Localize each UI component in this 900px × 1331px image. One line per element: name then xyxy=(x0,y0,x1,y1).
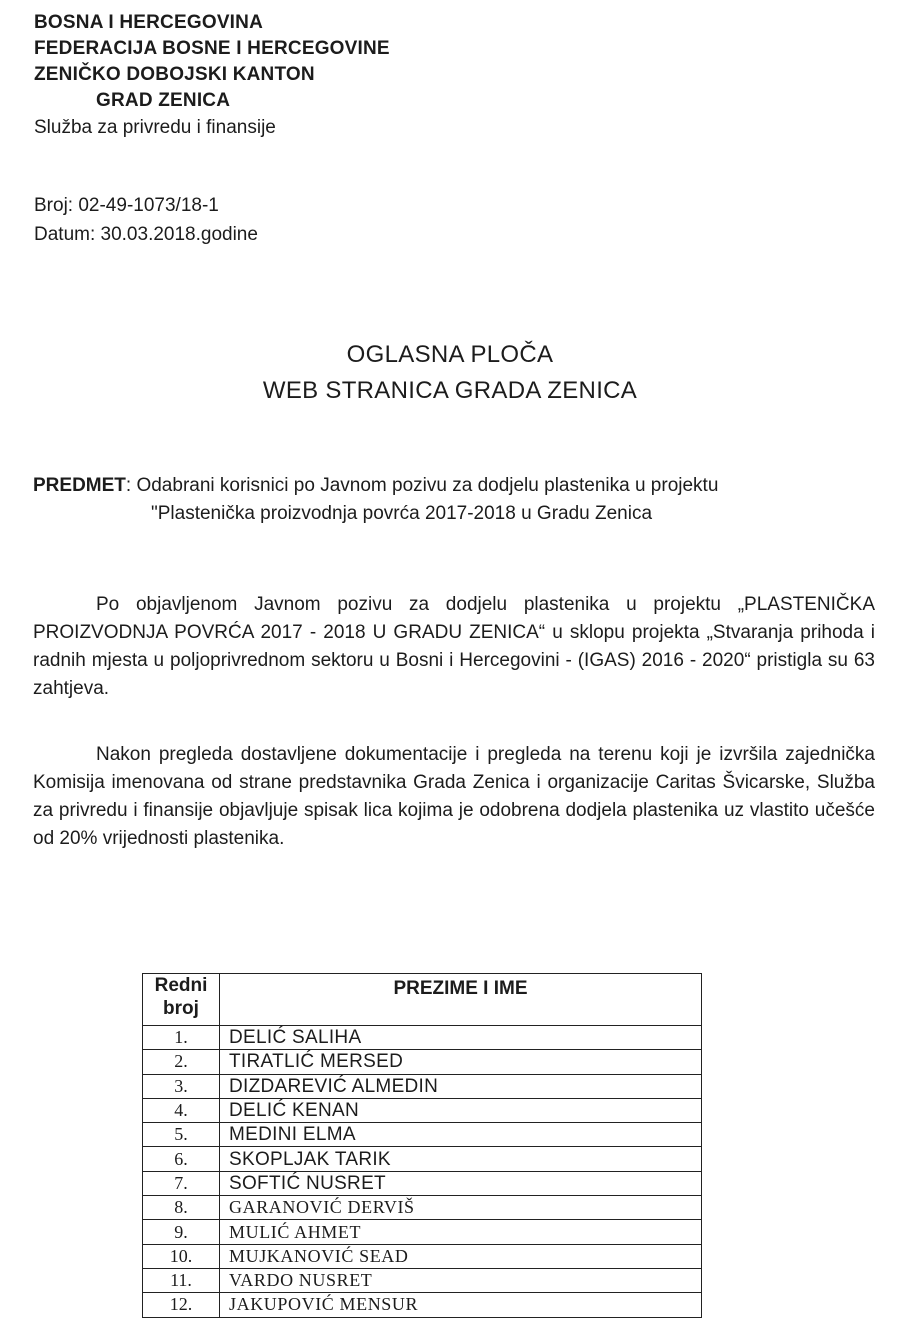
row-number: 7. xyxy=(143,1171,220,1195)
table-header-row xyxy=(143,974,702,1026)
table-row xyxy=(143,1074,702,1098)
table-row xyxy=(143,1244,702,1268)
row-name: DELIĆ SALIHA xyxy=(220,1026,702,1050)
table-row xyxy=(143,1026,702,1050)
letterhead-country: BOSNA I HERCEGOVINA xyxy=(34,12,264,33)
row-name: DELIĆ KENAN xyxy=(220,1098,702,1122)
row-name: GARANOVIĆ DERVIŠ xyxy=(220,1196,702,1220)
row-name: DIZDAREVIĆ ALMEDIN xyxy=(220,1074,702,1098)
document-date: Datum: 30.03.2018.godine xyxy=(34,224,258,245)
subject-label: PREDMET xyxy=(33,475,126,496)
subject-line2: "Plastenička proizvodnja povrća 2017-2018 u Gradu Zenica xyxy=(151,503,653,524)
row-name: SKOPLJAK TARIK xyxy=(220,1147,702,1171)
table-row xyxy=(143,1171,702,1195)
table-row xyxy=(143,1147,702,1171)
letterhead-service: Služba za privredu i finansije xyxy=(34,117,276,138)
column-header-name: PREZIME I IME xyxy=(220,974,702,1026)
row-number: 2. xyxy=(143,1050,220,1074)
row-number: 6. xyxy=(143,1147,220,1171)
table-row xyxy=(143,1293,702,1317)
row-number: 9. xyxy=(143,1220,220,1244)
body-paragraph-2: Nakon pregleda dostavljene dokumentacije i pregleda na terenu koji je izvršila zajednička Komisija imenovana od strane predstavnika Grada Zenica i organizacije Caritas Švicarske, Služba za privredu i finansije objavljuje spisak lica kojima je odobrena dodjela plastenika uz vlastito učešće od 20% vrijednosti plastenika. xyxy=(33,744,875,849)
table-row xyxy=(143,1220,702,1244)
row-number: 1. xyxy=(143,1026,220,1050)
row-number: 12. xyxy=(143,1293,220,1317)
row-number: 10. xyxy=(143,1244,220,1268)
row-name: SOFTIĆ NUSRET xyxy=(220,1171,702,1195)
body-paragraph-1: Po objavljenom Javnom pozivu za dodjelu plastenika u projektu „PLASTENIČKA PROIZVODNJA POVRĆA 2017 - 2018 U GRADU ZENICA“ u sklopu projekta „Stvaranja prihoda i radnih mjesta u poljoprivrednom sektoru u Bosni i Hercegovini - (IGAS) 2016 - 2020“ pristigla su 63 zahtjeva. xyxy=(33,594,875,699)
notice-title-line2: WEB STRANICA GRADA ZENICA xyxy=(262,377,638,404)
row-number: 8. xyxy=(143,1196,220,1220)
row-number: 3. xyxy=(143,1074,220,1098)
beneficiaries-table xyxy=(142,973,702,1318)
row-number: 11. xyxy=(143,1268,220,1292)
table-row xyxy=(143,1196,702,1220)
row-name: TIRATLIĆ MERSED xyxy=(220,1050,702,1074)
row-number: 4. xyxy=(143,1098,220,1122)
table-row xyxy=(143,1123,702,1147)
table-row xyxy=(143,1098,702,1122)
column-header-number-line1: Redni xyxy=(154,975,208,996)
subject-line1: : Odabrani korisnici po Javnom pozivu za dodjelu plastenika u projektu xyxy=(125,475,719,496)
row-name: JAKUPOVIĆ MENSUR xyxy=(220,1293,702,1317)
document-number: Broj: 02-49-1073/18-1 xyxy=(34,195,219,216)
letterhead-canton: ZENIČKO DOBOJSKI KANTON xyxy=(34,64,315,85)
letterhead-city: GRAD ZENICA xyxy=(96,90,231,111)
column-header-number-line2: broj xyxy=(163,998,199,1019)
row-number: 5. xyxy=(143,1123,220,1147)
subject-block xyxy=(33,472,893,528)
table-row xyxy=(143,1268,702,1292)
table-row xyxy=(143,1050,702,1074)
row-name: MEDINI ELMA xyxy=(220,1123,702,1147)
letterhead-federation: FEDERACIJA BOSNE I HERCEGOVINE xyxy=(34,38,390,59)
row-name: VARDO NUSRET xyxy=(220,1268,702,1292)
row-name: MULIĆ AHMET xyxy=(220,1220,702,1244)
column-header-number xyxy=(143,974,220,1026)
row-name: MUJKANOVIĆ SEAD xyxy=(220,1244,702,1268)
notice-title-line1: OGLASNA PLOČA xyxy=(346,341,554,368)
